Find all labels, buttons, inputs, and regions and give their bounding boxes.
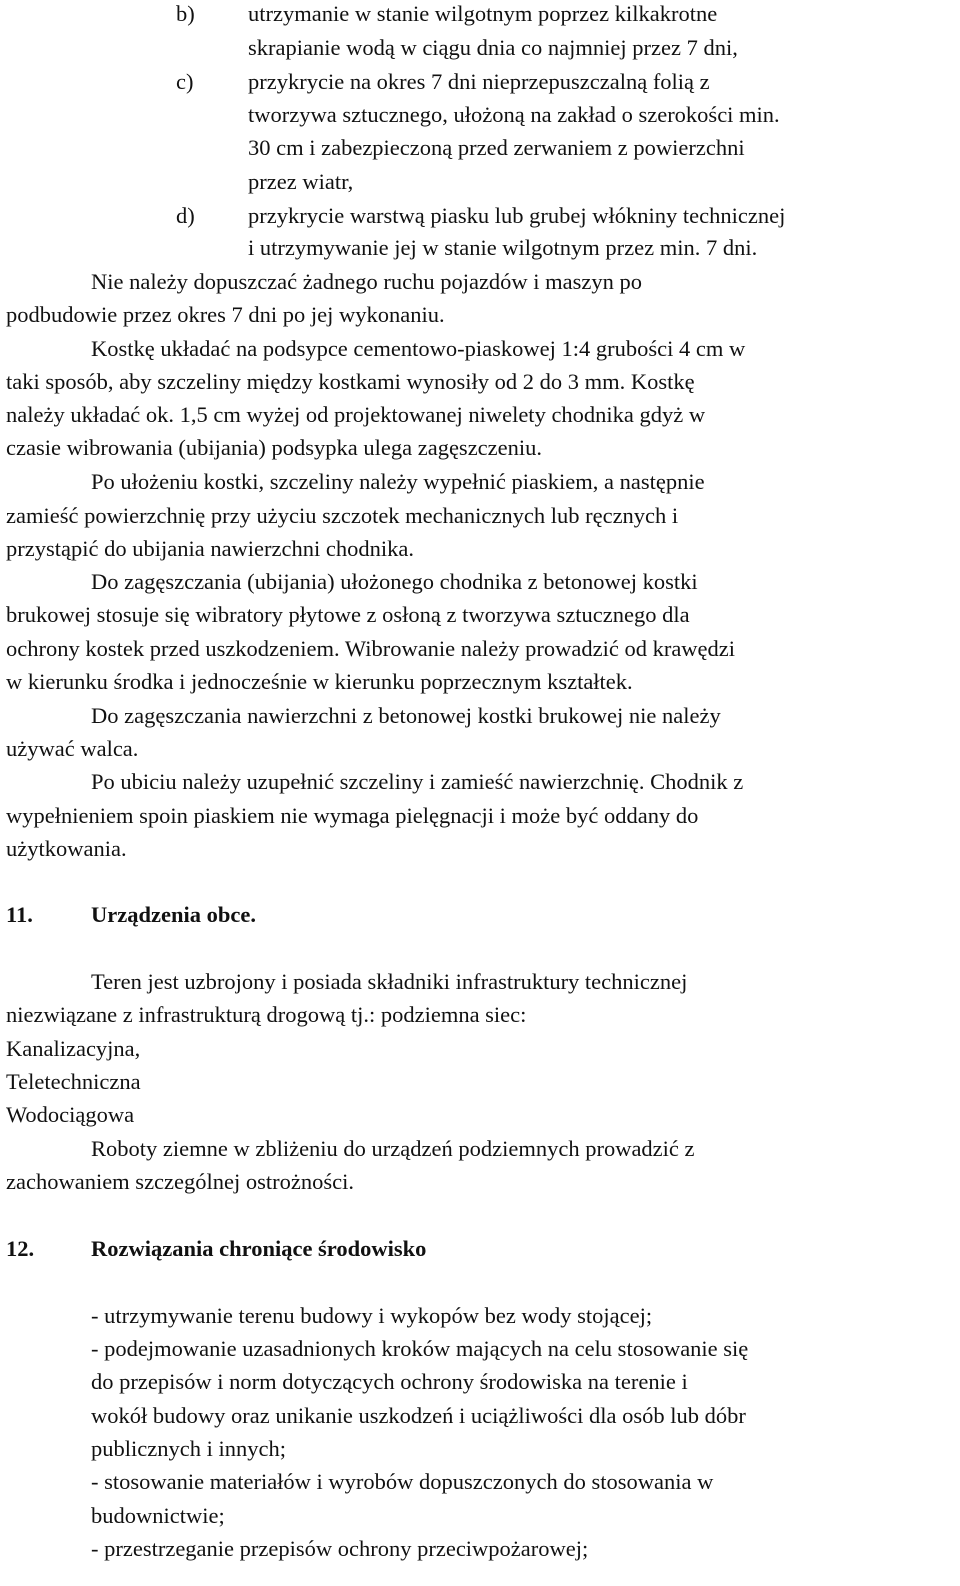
list-item-d-line-2: i utrzymywanie jej w stanie wilgotnym przez min. 7 dni. <box>248 235 758 260</box>
list-item-d-line-1: przykrycie warstwą piasku lub grubej włókniny technicznej <box>248 203 786 228</box>
section-12-line-3: do przepisów i norm dotyczących ochrony środowiska na terenie i <box>91 1369 688 1394</box>
paragraph-2-line-3: należy układać ok. 1,5 cm wyżej od projektowanej niwelety chodnika gdyż w <box>6 402 706 427</box>
section-11-line-5: Wodociągowa <box>6 1102 135 1127</box>
list-marker-b: b) <box>176 1 195 26</box>
section-12-line-2: - podejmowanie uzasadnionych kroków mających na celu stosowanie się <box>91 1336 749 1361</box>
list-item-c-line-1: przykrycie na okres 7 dni nieprzepuszczalną folią z <box>248 69 710 94</box>
section-12-title: Rozwiązania chroniące środowisko <box>91 1236 427 1261</box>
paragraph-5-line-2: używać walca. <box>6 736 139 761</box>
paragraph-5-line-1: Do zagęszczania nawierzchni z betonowej kostki brukowej nie należy <box>91 703 721 728</box>
section-11-title: Urządzenia obce. <box>91 902 256 927</box>
section-11-line-7: zachowaniem szczególnej ostrożności. <box>6 1169 354 1194</box>
list-item-c-line-3: 30 cm i zabezpieczoną przed zerwaniem z powierzchni <box>248 135 745 160</box>
list-marker-c: c) <box>176 69 194 94</box>
paragraph-4-line-2: brukowej stosuje się wibratory płytowe z osłoną z tworzywa sztucznego dla <box>6 602 690 627</box>
paragraph-3-line-2: zamieść powierzchnię przy użyciu szczotek mechanicznych lub ręcznych i <box>6 503 679 528</box>
section-11-line-6: Roboty ziemne w zbliżeniu do urządzeń podziemnych prowadzić z <box>91 1136 695 1161</box>
list-item-b-line-2: skrapianie wodą w ciągu dnia co najmniej przez 7 dni, <box>248 35 738 60</box>
paragraph-4-line-3: ochrony kostek przed uszkodzeniem. Wibrowanie należy prowadzić od krawędzi <box>6 636 736 661</box>
section-11-line-2: niezwiązane z infrastrukturą drogową tj.: podziemna siec: <box>6 1002 527 1027</box>
paragraph-6-line-3: użytkowania. <box>6 836 127 861</box>
paragraph-4-line-1: Do zagęszczania (ubijania) ułożonego chodnika z betonowej kostki <box>91 569 698 594</box>
section-11-line-3: Kanalizacyjna, <box>6 1036 141 1061</box>
section-12-line-4: wokół budowy oraz unikanie uszkodzeń i uciążliwości dla osób lub dóbr <box>91 1403 746 1428</box>
paragraph-2-line-1: Kostkę układać na podsypce cementowo-piaskowej 1:4 grubości 4 cm w <box>91 336 746 361</box>
list-item-c-line-2: tworzywa sztucznego, ułożoną na zakład o szerokości min. <box>248 102 780 127</box>
paragraph-6-line-2: wypełnieniem spoin piaskiem nie wymaga pielęgnacji i może być oddany do <box>6 803 699 828</box>
section-12-line-5: publicznych i innych; <box>91 1436 286 1461</box>
list-marker-d: d) <box>176 203 195 228</box>
section-12-line-8: - przestrzeganie przepisów ochrony przeciwpożarowej; <box>91 1536 589 1561</box>
section-12-line-7: budownictwie; <box>91 1503 225 1528</box>
paragraph-4-line-4: w kierunku środka i jednocześnie w kierunku poprzecznym kształtek. <box>6 669 633 694</box>
list-item-b-line-1: utrzymanie w stanie wilgotnym poprzez kilkakrotne <box>248 1 718 26</box>
paragraph-3-line-3: przystąpić do ubijania nawierzchni chodnika. <box>6 536 414 561</box>
list-item-c-line-4: przez wiatr, <box>248 169 354 194</box>
paragraph-1-line-1: Nie należy dopuszczać żadnego ruchu pojazdów i maszyn po <box>91 269 643 294</box>
section-12-number: 12. <box>6 1236 35 1261</box>
paragraph-2-line-4: czasie wibrowania (ubijania) podsypka ulega zagęszczeniu. <box>6 435 543 460</box>
paragraph-6-line-1: Po ubiciu należy uzupełnić szczeliny i zamieść nawierzchnię. Chodnik z <box>91 769 744 794</box>
paragraph-3-line-1: Po ułożeniu kostki, szczeliny należy wypełnić piaskiem, a następnie <box>91 469 705 494</box>
section-11-line-1: Teren jest uzbrojony i posiada składniki infrastruktury technicznej <box>91 969 688 994</box>
paragraph-2-line-2: taki sposób, aby szczeliny między kostkami wynosiły od 2 do 3 mm. Kostkę <box>6 369 695 394</box>
section-11-line-4: Teletechniczna <box>6 1069 141 1094</box>
section-11-number: 11. <box>6 902 33 927</box>
section-12-line-6: - stosowanie materiałów i wyrobów dopuszczonych do stosowania w <box>91 1469 714 1494</box>
paragraph-1-line-2: podbudowie przez okres 7 dni po jej wykonaniu. <box>6 302 445 327</box>
section-12-line-1: - utrzymywanie terenu budowy i wykopów bez wody stojącej; <box>91 1303 653 1328</box>
